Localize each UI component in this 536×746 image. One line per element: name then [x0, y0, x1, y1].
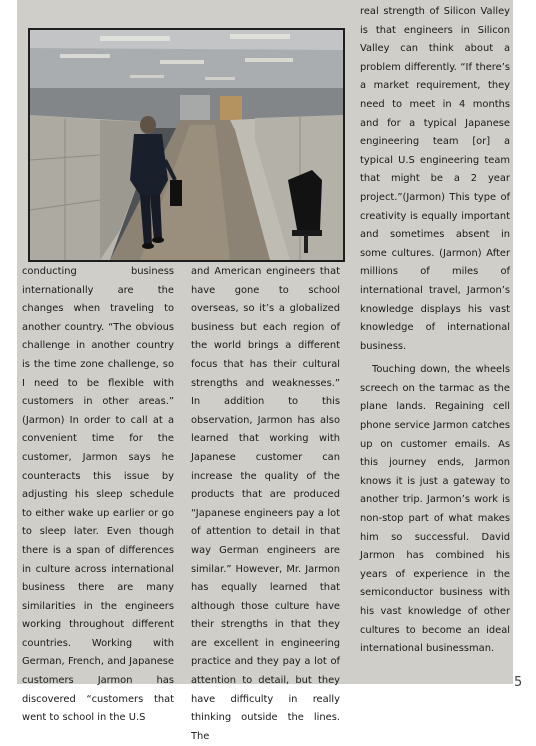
- article-column-right: [360, 3, 510, 659]
- article-column-left: [22, 263, 174, 728]
- article-paragraph: real strength of Silicon Valley is that engineers in Silicon Valley can think about a problem differently. “If there’s a market requirement, they need to meet in 4 months and for a typical Japanese engineering team [or] a typical U.S engineering team that might be a 2 year project.”(Jarmon) This type of creativity is equally important and sometimes absent in some cultures. (Jarmon) After millions of miles of international travel, Jarmon’s knowledge displays his vast knowledge of international business.: [360, 6, 510, 352]
- page-number: 5: [514, 675, 523, 690]
- article-paragraph: Touching down, the wheels screech on the tarmac as the plane lands. Regaining cell phone service Jarmon catches up on customer emails. As this journey ends, Jarmon knows it is just a gateway to another trip. Jarmon’s work is non-stop part of what makes him so successful. David Jarmon has combined his years of experience in the semiconductor business with his vast knowledge of other cultures to become an ideal international businessman.: [360, 364, 510, 655]
- article-paragraph: conducting business internationally are the changes when traveling to another country. “The obvious challenge in another country is the time zone challenge, so I need to be flexible with customers in other areas.” (Jarmon) In order to call at a convenient time for the customer, Jarmon says he counteracts this issue by adjusting his sleep schedule to either wake up earlier or go to sleep later. Even though there is a span of differences in culture across international business there are many similarities in the engineers working throughout different countries. Working with German, French, and Japanese customers Jarmon has discovered “customers that went to school in the U.S: [22, 266, 174, 724]
- article-column-middle: [191, 263, 340, 746]
- office-hallway-photo: [28, 28, 345, 262]
- article-paragraph: and American engineers that have gone to school overseas, so it’s a globalized business but each region of the world brings a different focus that has their cultural strengths and weaknesses.” In addition to this observation, Jarmon has also learned that working with Japanese customer can increase the quality of the products that are produced “Japanese engineers pay a lot of attention to detail in that way German engineers are similar.” However, Mr. Jarmon has equally learned that although those culture have their strengths in that they are excellent in engineering practice and they pay a lot of attention to detail, but they have difficulty in really thinking outside the lines. The: [191, 266, 340, 742]
